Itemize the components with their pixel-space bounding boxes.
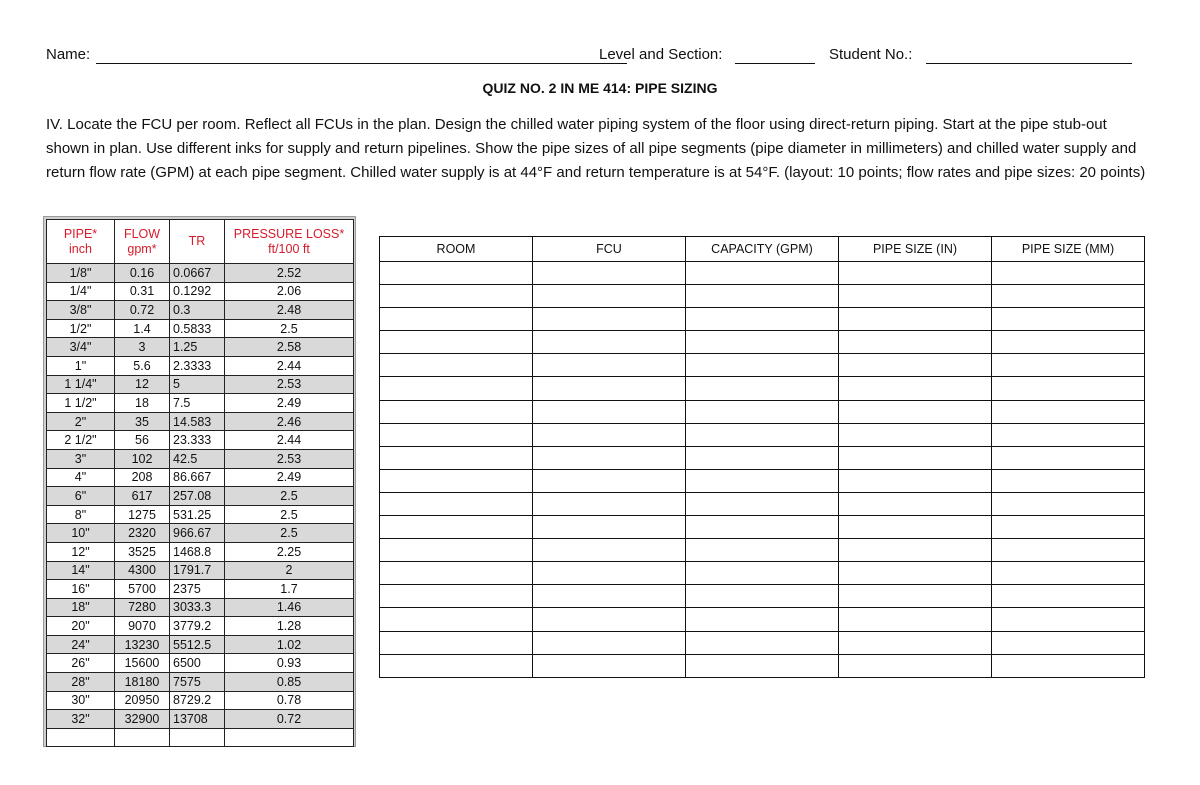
cell-tr: 2375 [170, 580, 225, 599]
answer-cell[interactable] [686, 423, 839, 446]
empty-cell [225, 728, 354, 746]
cell-loss: 2.52 [225, 264, 354, 283]
cell-pipe: 14" [47, 561, 115, 580]
answer-cell[interactable] [686, 562, 839, 585]
answer-row [380, 423, 1145, 446]
cell-tr: 531.25 [170, 505, 225, 524]
answer-cell[interactable] [992, 331, 1145, 354]
answer-row [380, 446, 1145, 469]
answer-cell[interactable] [839, 423, 992, 446]
cell-tr: 7575 [170, 673, 225, 692]
answer-cell[interactable] [686, 308, 839, 331]
answer-cell[interactable] [533, 308, 686, 331]
cell-tr: 0.0667 [170, 264, 225, 283]
answer-cell[interactable] [686, 331, 839, 354]
answer-cell[interactable] [839, 446, 992, 469]
cell-flow: 208 [115, 468, 170, 487]
table-row [47, 394, 354, 413]
answer-cell[interactable] [533, 423, 686, 446]
answer-cell[interactable] [992, 631, 1145, 654]
table-row [47, 282, 354, 301]
answer-cell[interactable] [992, 308, 1145, 331]
name-blank[interactable] [96, 63, 627, 64]
empty-cell [115, 728, 170, 746]
answer-row [380, 285, 1145, 308]
table-row [47, 617, 354, 636]
answer-cell[interactable] [380, 423, 533, 446]
answer-cell[interactable] [533, 354, 686, 377]
cell-pipe: 3/8" [47, 301, 115, 320]
cell-pipe: 20" [47, 617, 115, 636]
table-row [47, 468, 354, 487]
answer-cell[interactable] [839, 308, 992, 331]
cell-tr: 5 [170, 375, 225, 394]
answer-cell[interactable] [380, 400, 533, 423]
answer-cell[interactable] [992, 262, 1145, 285]
table-row [47, 635, 354, 654]
table-row [47, 580, 354, 599]
answer-row [380, 516, 1145, 539]
cell-pipe: 26" [47, 654, 115, 673]
cell-pipe: 6" [47, 487, 115, 506]
answer-cell[interactable] [533, 539, 686, 562]
cell-flow: 12 [115, 375, 170, 394]
answer-cell[interactable] [533, 377, 686, 400]
cell-flow: 32900 [115, 710, 170, 729]
cell-flow: 617 [115, 487, 170, 506]
answer-cell[interactable] [686, 585, 839, 608]
cell-tr: 0.5833 [170, 319, 225, 338]
cell-flow: 4300 [115, 561, 170, 580]
answer-row [380, 585, 1145, 608]
cell-flow: 56 [115, 431, 170, 450]
cell-pipe: 1" [47, 356, 115, 375]
header-flow: FLOW gpm* [115, 220, 170, 264]
answer-table [379, 236, 1145, 678]
table-row [47, 264, 354, 283]
answer-cell[interactable] [839, 492, 992, 515]
cell-tr: 1791.7 [170, 561, 225, 580]
cell-tr: 1.25 [170, 338, 225, 357]
answer-row [380, 400, 1145, 423]
answer-cell[interactable] [380, 539, 533, 562]
cell-pipe: 32" [47, 710, 115, 729]
cell-pipe: 4" [47, 468, 115, 487]
cell-loss: 2.46 [225, 412, 354, 431]
answer-row [380, 354, 1145, 377]
cell-loss: 2.5 [225, 524, 354, 543]
cell-flow: 1275 [115, 505, 170, 524]
answer-cell[interactable] [686, 262, 839, 285]
answer-cell[interactable] [992, 285, 1145, 308]
name-label: Name: [46, 46, 91, 63]
answer-cell[interactable] [839, 516, 992, 539]
answer-cell[interactable] [686, 400, 839, 423]
answer-row [380, 331, 1145, 354]
empty-cell [47, 728, 115, 746]
answer-row [380, 539, 1145, 562]
cell-pipe: 1 1/4" [47, 375, 115, 394]
table-row [47, 561, 354, 580]
answer-header-fcu: FCU [533, 237, 686, 262]
cell-flow: 2320 [115, 524, 170, 543]
answer-cell[interactable] [686, 285, 839, 308]
cell-loss: 2.5 [225, 505, 354, 524]
answer-cell[interactable] [839, 377, 992, 400]
answer-header-capacity-gpm: CAPACITY (GPM) [686, 237, 839, 262]
answer-cell[interactable] [686, 631, 839, 654]
table-row [47, 319, 354, 338]
answer-cell[interactable] [686, 377, 839, 400]
answer-cell[interactable] [839, 562, 992, 585]
answer-row [380, 562, 1145, 585]
answer-cell[interactable] [533, 654, 686, 677]
cell-loss: 2.49 [225, 394, 354, 413]
cell-pipe: 2" [47, 412, 115, 431]
cell-flow: 3525 [115, 542, 170, 561]
answer-cell[interactable] [839, 262, 992, 285]
cell-flow: 0.31 [115, 282, 170, 301]
answer-cell[interactable] [992, 400, 1145, 423]
level-section-label: Level and Section: [599, 46, 723, 63]
cell-flow: 3 [115, 338, 170, 357]
answer-table-wrapper [379, 236, 1145, 678]
answer-header-pipe-size-mm: PIPE SIZE (MM) [992, 237, 1145, 262]
answer-cell[interactable] [839, 654, 992, 677]
answer-cell[interactable] [686, 608, 839, 631]
answer-cell[interactable] [380, 308, 533, 331]
answer-cell[interactable] [686, 446, 839, 469]
answer-row [380, 631, 1145, 654]
answer-cell[interactable] [992, 654, 1145, 677]
table-row [47, 356, 354, 375]
answer-cell[interactable] [533, 285, 686, 308]
cell-loss: 2.44 [225, 431, 354, 450]
quiz-title: QUIZ NO. 2 IN ME 414: PIPE SIZING [482, 80, 718, 96]
cell-tr: 8729.2 [170, 691, 225, 710]
table-row-empty [47, 728, 354, 746]
cell-tr: 6500 [170, 654, 225, 673]
answer-cell[interactable] [839, 469, 992, 492]
answer-cell[interactable] [380, 608, 533, 631]
header-line [46, 46, 1136, 68]
table-row [47, 412, 354, 431]
cell-tr: 3033.3 [170, 598, 225, 617]
answer-cell[interactable] [992, 492, 1145, 515]
answer-cell[interactable] [380, 469, 533, 492]
cell-loss: 2.06 [225, 282, 354, 301]
cell-tr: 86.667 [170, 468, 225, 487]
answer-cell[interactable] [380, 631, 533, 654]
student-no-blank[interactable] [926, 63, 1132, 64]
answer-cell[interactable] [533, 516, 686, 539]
answer-cell[interactable] [686, 354, 839, 377]
table-row [47, 710, 354, 729]
cell-tr: 1468.8 [170, 542, 225, 561]
answer-cell[interactable] [533, 585, 686, 608]
cell-loss: 0.72 [225, 710, 354, 729]
cell-flow: 9070 [115, 617, 170, 636]
cell-loss: 2 [225, 561, 354, 580]
answer-cell[interactable] [533, 492, 686, 515]
cell-flow: 1.4 [115, 319, 170, 338]
cell-loss: 2.25 [225, 542, 354, 561]
table-row [47, 375, 354, 394]
answer-cell[interactable] [992, 423, 1145, 446]
cell-flow: 18 [115, 394, 170, 413]
cell-loss: 1.28 [225, 617, 354, 636]
cell-loss: 2.5 [225, 319, 354, 338]
cell-pipe: 24" [47, 635, 115, 654]
answer-row [380, 377, 1145, 400]
cell-loss: 0.93 [225, 654, 354, 673]
cell-loss: 2.58 [225, 338, 354, 357]
answer-cell[interactable] [686, 492, 839, 515]
answer-cell[interactable] [533, 400, 686, 423]
cell-pipe: 16" [47, 580, 115, 599]
cell-pipe: 18" [47, 598, 115, 617]
answer-cell[interactable] [839, 608, 992, 631]
cell-flow: 15600 [115, 654, 170, 673]
answer-row [380, 262, 1145, 285]
header-pressure-loss: PRESSURE LOSS* ft/100 ft [225, 220, 354, 264]
table-row [47, 338, 354, 357]
cell-loss: 2.53 [225, 449, 354, 468]
answer-cell[interactable] [533, 262, 686, 285]
answer-cell[interactable] [380, 285, 533, 308]
answer-cell[interactable] [839, 585, 992, 608]
answer-row [380, 608, 1145, 631]
answer-row [380, 654, 1145, 677]
pipe-reference-table-panel [43, 216, 356, 747]
cell-tr: 42.5 [170, 449, 225, 468]
answer-cell[interactable] [380, 585, 533, 608]
cell-tr: 0.3 [170, 301, 225, 320]
table-row [47, 691, 354, 710]
cell-pipe: 3" [47, 449, 115, 468]
cell-pipe: 3/4" [47, 338, 115, 357]
answer-cell[interactable] [992, 562, 1145, 585]
cell-pipe: 1/2" [47, 319, 115, 338]
table-row [47, 542, 354, 561]
cell-pipe: 1/4" [47, 282, 115, 301]
cell-tr: 2.3333 [170, 356, 225, 375]
cell-tr: 3779.2 [170, 617, 225, 636]
answer-cell[interactable] [380, 377, 533, 400]
answer-cell[interactable] [380, 492, 533, 515]
answer-cell[interactable] [380, 562, 533, 585]
answer-cell[interactable] [686, 516, 839, 539]
cell-tr: 257.08 [170, 487, 225, 506]
cell-loss: 0.85 [225, 673, 354, 692]
cell-loss: 2.44 [225, 356, 354, 375]
cell-loss: 2.49 [225, 468, 354, 487]
cell-pipe: 1/8" [47, 264, 115, 283]
pipe-reference-table [46, 219, 354, 747]
cell-pipe: 28" [47, 673, 115, 692]
answer-cell[interactable] [992, 446, 1145, 469]
answer-header-pipe-size-in: PIPE SIZE (IN) [839, 237, 992, 262]
cell-pipe: 12" [47, 542, 115, 561]
cell-loss: 1.02 [225, 635, 354, 654]
answer-cell[interactable] [380, 354, 533, 377]
cell-flow: 35 [115, 412, 170, 431]
cell-tr: 23.333 [170, 431, 225, 450]
answer-cell[interactable] [839, 631, 992, 654]
cell-loss: 2.5 [225, 487, 354, 506]
cell-flow: 102 [115, 449, 170, 468]
cell-flow: 18180 [115, 673, 170, 692]
header-tr: TR [170, 220, 225, 264]
empty-cell [170, 728, 225, 746]
cell-flow: 5700 [115, 580, 170, 599]
answer-cell[interactable] [839, 354, 992, 377]
answer-row [380, 308, 1145, 331]
answer-cell[interactable] [839, 285, 992, 308]
answer-cell[interactable] [533, 446, 686, 469]
answer-row [380, 469, 1145, 492]
answer-cell[interactable] [533, 631, 686, 654]
answer-cell[interactable] [380, 446, 533, 469]
answer-cell[interactable] [992, 516, 1145, 539]
cell-flow: 13230 [115, 635, 170, 654]
answer-cell[interactable] [533, 331, 686, 354]
cell-loss: 2.53 [225, 375, 354, 394]
answer-cell[interactable] [380, 516, 533, 539]
table-row [47, 431, 354, 450]
table-row [47, 505, 354, 524]
table-row [47, 301, 354, 320]
cell-tr: 5512.5 [170, 635, 225, 654]
cell-flow: 0.72 [115, 301, 170, 320]
table-row [47, 673, 354, 692]
cell-tr: 13708 [170, 710, 225, 729]
answer-cell[interactable] [686, 539, 839, 562]
answer-cell[interactable] [992, 539, 1145, 562]
answer-cell[interactable] [839, 539, 992, 562]
cell-pipe: 8" [47, 505, 115, 524]
table-row [47, 449, 354, 468]
instructions: IV. Locate the FCU per room. Reflect all FCUs in the plan. Design the chilled water piping system of the floor using direct-return piping. Start at the pipe stub-out shown in plan. Use different inks for supply and return pipelines. Show the pipe sizes of all pipe segments (pipe diameter in millimeters) and chilled water supply and return flow rate (GPM) at each pipe segment. Chilled water supply is at 44°F and return temperature is at 54°F. (layout: 10 points; flow rates and pipe sizes: 20 points) [46, 116, 1146, 181]
answer-header-room: ROOM [380, 237, 533, 262]
table-row [47, 487, 354, 506]
answer-row [380, 492, 1145, 515]
cell-pipe: 1 1/2" [47, 394, 115, 413]
answer-cell[interactable] [992, 608, 1145, 631]
student-no-label: Student No.: [829, 46, 913, 63]
cell-tr: 0.1292 [170, 282, 225, 301]
cell-tr: 966.67 [170, 524, 225, 543]
cell-flow: 20950 [115, 691, 170, 710]
cell-flow: 7280 [115, 598, 170, 617]
answer-cell[interactable] [380, 262, 533, 285]
answer-cell[interactable] [839, 400, 992, 423]
table-row [47, 598, 354, 617]
cell-tr: 7.5 [170, 394, 225, 413]
answer-cell[interactable] [380, 331, 533, 354]
answer-cell[interactable] [992, 354, 1145, 377]
cell-loss: 2.48 [225, 301, 354, 320]
cell-pipe: 10" [47, 524, 115, 543]
answer-cell[interactable] [380, 654, 533, 677]
cell-pipe: 30" [47, 691, 115, 710]
cell-loss: 1.7 [225, 580, 354, 599]
cell-tr: 14.583 [170, 412, 225, 431]
header-pipe: PIPE* inch [47, 220, 115, 264]
answer-cell[interactable] [839, 331, 992, 354]
level-section-blank[interactable] [735, 63, 815, 64]
answer-cell[interactable] [992, 469, 1145, 492]
answer-cell[interactable] [992, 585, 1145, 608]
answer-cell[interactable] [686, 654, 839, 677]
answer-cell[interactable] [686, 469, 839, 492]
cell-flow: 5.6 [115, 356, 170, 375]
cell-loss: 1.46 [225, 598, 354, 617]
answer-cell[interactable] [992, 377, 1145, 400]
table-row [47, 654, 354, 673]
table-row [47, 524, 354, 543]
answer-cell[interactable] [533, 608, 686, 631]
cell-loss: 0.78 [225, 691, 354, 710]
answer-cell[interactable] [533, 469, 686, 492]
cell-flow: 0.16 [115, 264, 170, 283]
cell-pipe: 2 1/2" [47, 431, 115, 450]
answer-cell[interactable] [533, 562, 686, 585]
